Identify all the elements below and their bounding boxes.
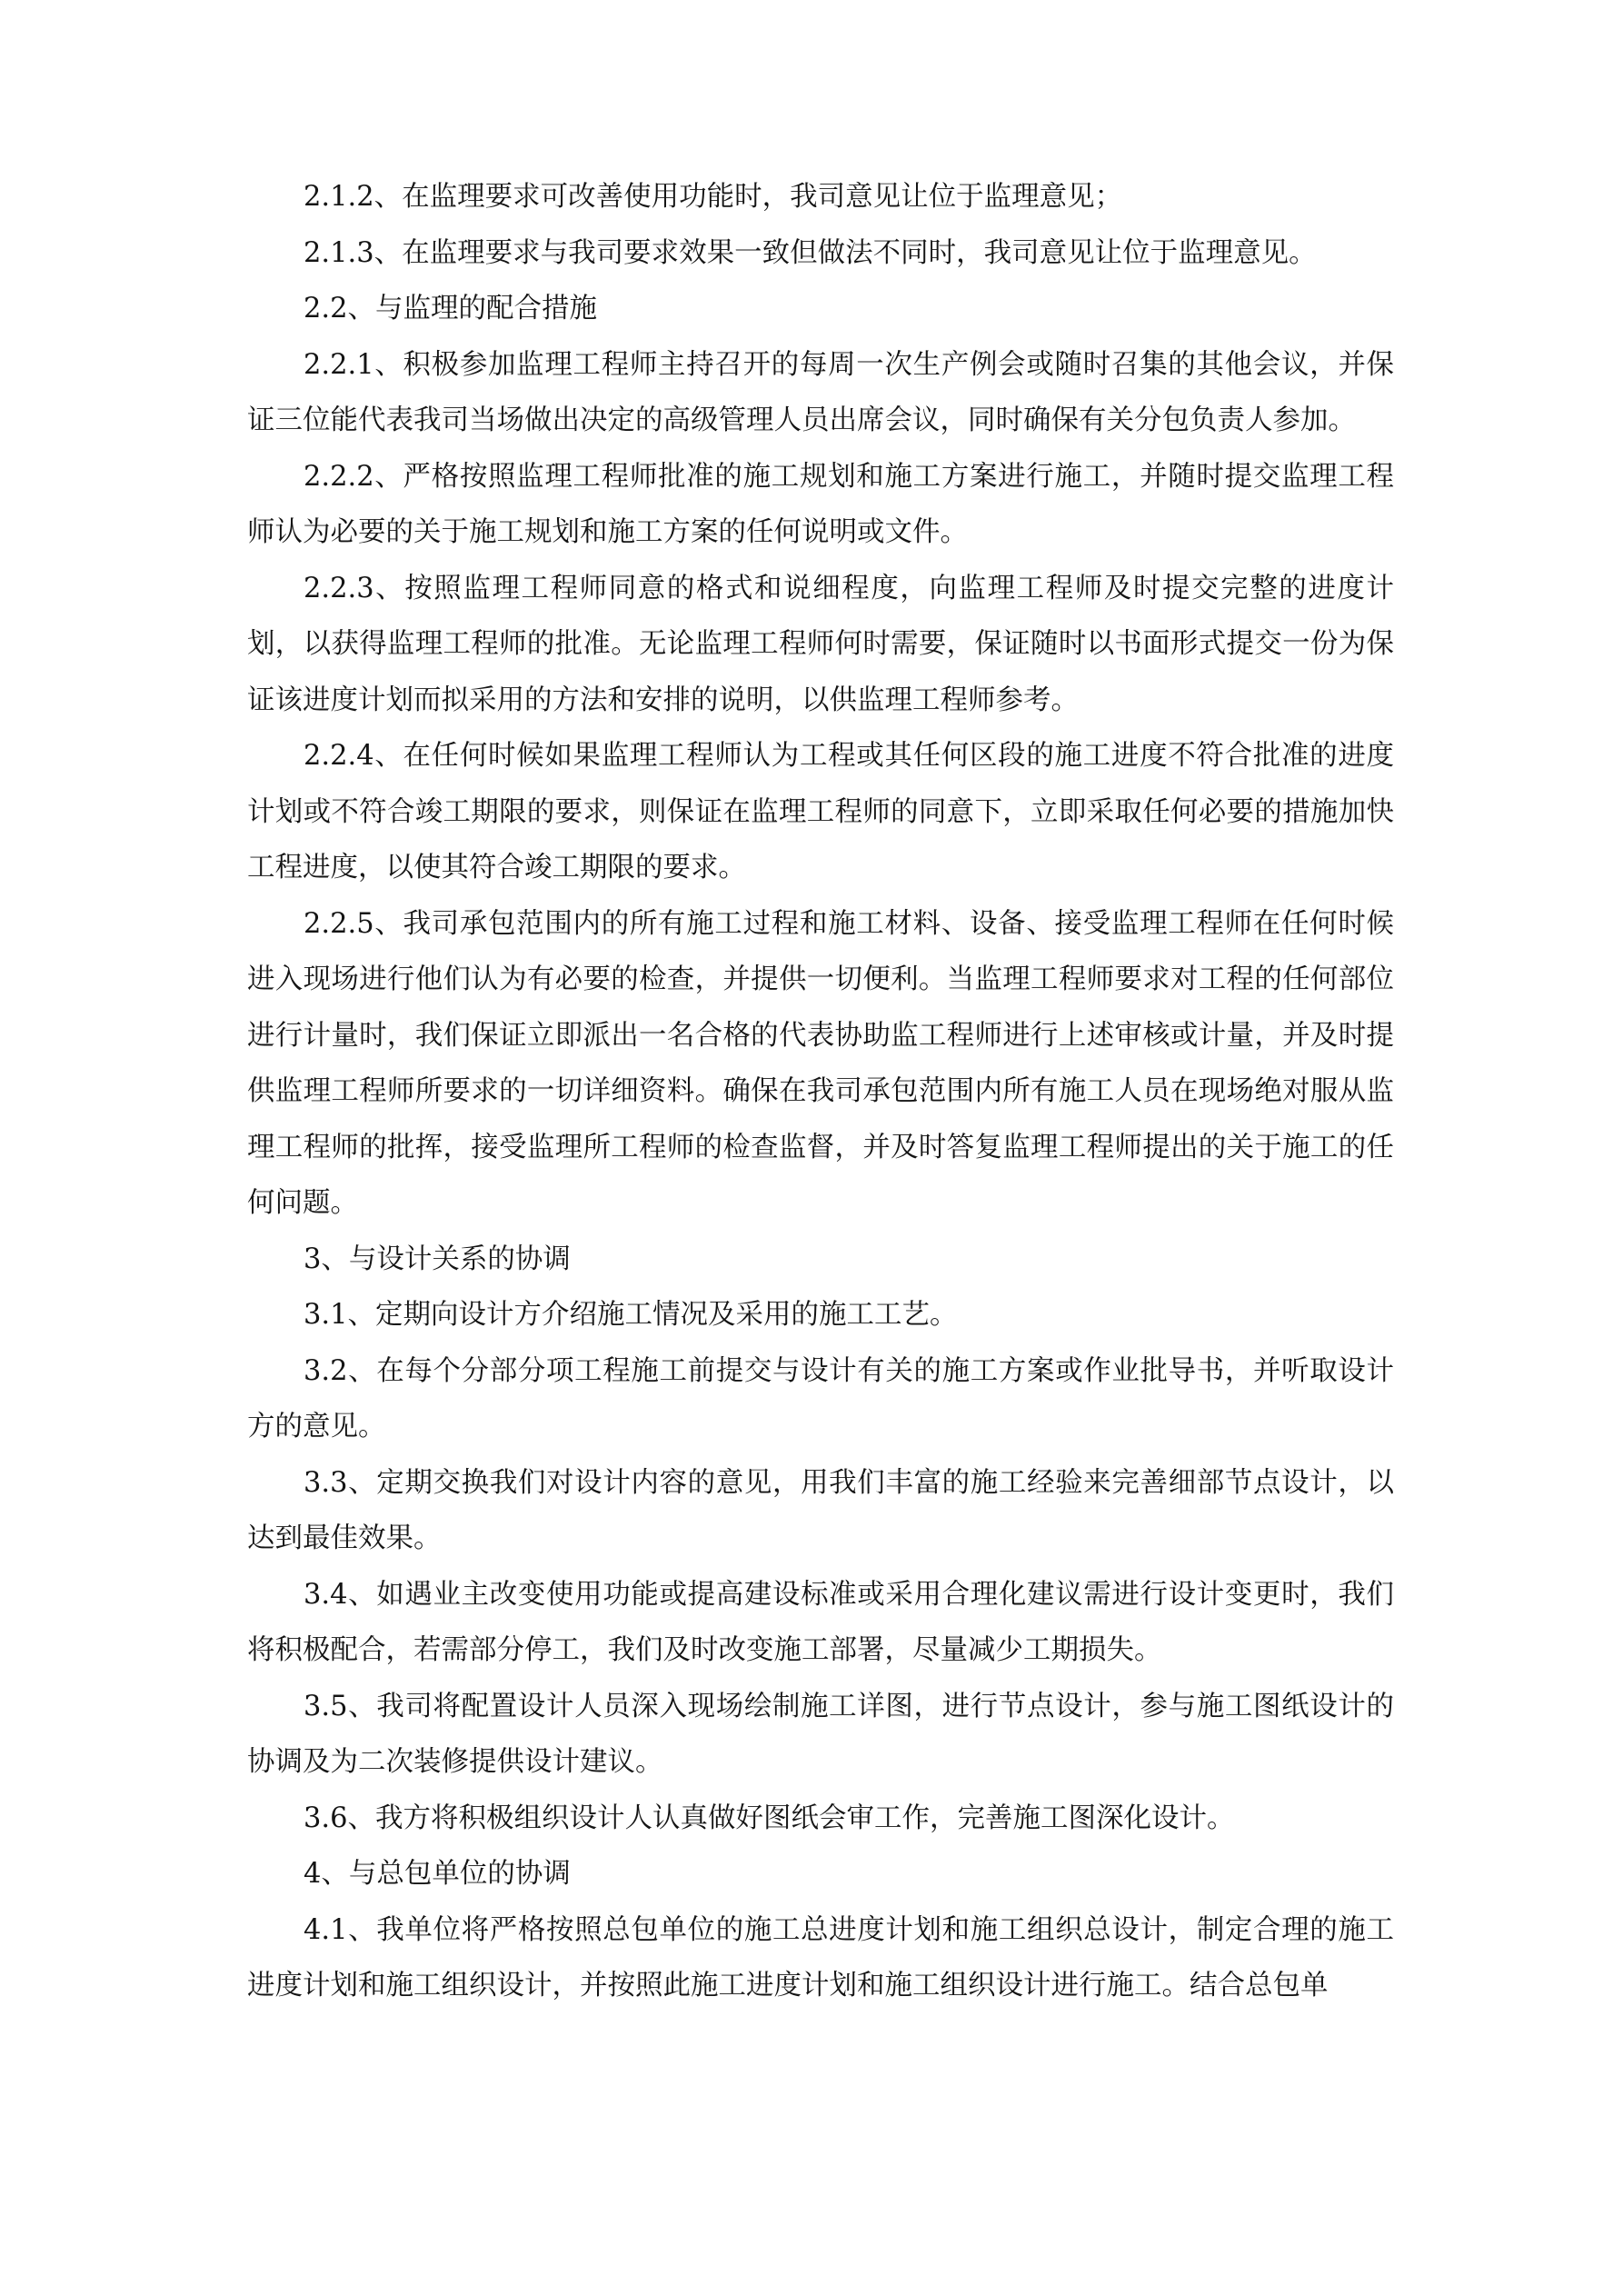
paragraph-3-5: 3.5、我司将配置设计人员深入现场绘制施工详图，进行节点设计，参与施工图纸设计的协调及为二次装修提供设计建议。 [247,1690,1394,1778]
paragraph-3-2: 3.2、在每个分部分项工程施工前提交与设计有关的施工方案或作业批导书，并听取设计方的意见。 [247,1354,1394,1442]
heading-2-2: 2.2、与监理的配合措施 [304,293,598,324]
paragraph-4-1: 4.1、我单位将严格按照总包单位的施工总进度计划和施工组织总设计，制定合理的施工进度计划和施工组织设计，并按照此施工进度计划和施工组织设计进行施工。结合总包单 [247,1913,1394,2002]
paragraph-2-1-3: 2.1.3、在监理要求与我司要求效果一致但做法不同时，我司意见让位于监理意见。 [304,236,1317,269]
paragraph-2-2-1: 2.2.1、积极参加监理工程师主持召开的每周一次生产例会或随时召集的其他会议，并保证三位能代表我司当场做出决定的高级管理人员出席会议，同时确保有关分包负责人参加。 [247,348,1394,436]
paragraph-2-1-2: 2.1.2、在监理要求可改善使用功能时，我司意见让位于监理意见； [304,181,1123,213]
heading-4: 4、与总包单位的协调 [304,1858,571,1890]
paragraph-2-2-2: 2.2.2、严格按照监理工程师批准的施工规划和施工方案进行施工，并随时提交监理工程师认为必要的关于施工规划和施工方案的任何说明或文件。 [247,460,1394,548]
paragraph-3-4: 3.4、如遇业主改变使用功能或提高建设标准或采用合理化建议需进行设计变更时，我们将积极配合，若需部分停工，我们及时改变施工部署，尽量减少工期损失。 [247,1578,1394,1666]
paragraph-2-2-4: 2.2.4、在任何时候如果监理工程师认为工程或其任何区段的施工进度不符合批准的进度计划或不符合竣工期限的要求，则保证在监理工程师的同意下，立即采取任何必要的措施加快工程进度，以使其符合竣工期限的要求。 [247,740,1394,883]
document-page [247,169,1394,2014]
paragraph-3-3: 3.3、定期交换我们对设计内容的意见，用我们丰富的施工经验来完善细部节点设计，以达到最佳效果。 [247,1466,1394,1554]
paragraph-2-2-5: 2.2.5、我司承包范围内的所有施工过程和施工材料、设备、接受监理工程师在任何时候进入现场进行他们认为有必要的检查，并提供一切便利。当监理工程师要求对工程的任何部位进行计量时，我们保证立即派出一名合格的代表协助监工程师进行上述审核或计量，并及时提供监理工程师所要求的一切详细资料。确保在我司承包范围内所有施工人员在现场绝对服从监理工程师的批挥，接受监理所工程师的检查监督，并及时答复监理工程师提出的关于施工的任何问题。 [247,907,1394,1219]
paragraph-3-1: 3.1、定期向设计方介绍施工情况及采用的施工工艺。 [304,1299,958,1331]
paragraph-2-2-3: 2.2.3、按照监理工程师同意的格式和说细程度，向监理工程师及时提交完整的进度计划，以获得监理工程师的批准。无论监理工程师何时需要，保证随时以书面形式提交一份为保证该进度计划而拟采用的方法和安排的说明，以供监理工程师参考。 [247,572,1394,716]
heading-3: 3、与设计关系的协调 [304,1243,571,1275]
paragraph-3-6: 3.6、我方将积极组织设计人认真做好图纸会审工作，完善施工图深化设计。 [304,1802,1235,1834]
